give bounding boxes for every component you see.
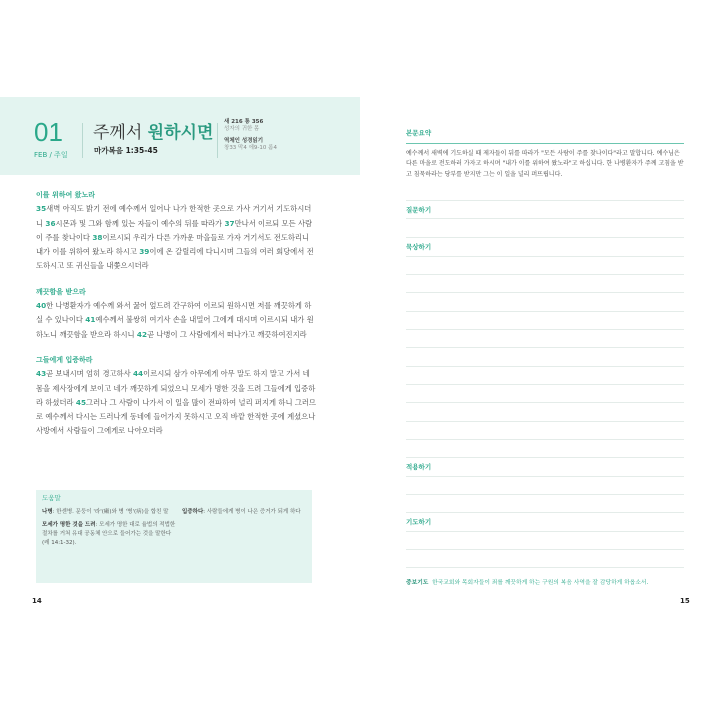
- verse-number: 36: [45, 218, 56, 228]
- page-number-left: 14: [32, 597, 42, 605]
- verse-text: 그러나 그 사람이 나가서 이 일을 많이 전파하여 널리 퍼지게 하니 그러므로 예수께서 다시는 드러나게 동네에 들어가지 못하시고 오직 바깥 한적한 곳에 계셨으나 사방에서 사람들이 그에게로 나아오더라: [36, 397, 316, 436]
- verse-paragraph: [36, 299, 318, 342]
- intercession: 중보기도 한국교회와 목회자들이 죄를 깨끗하게 하는 구원의 복음 사역을 잘 감당하게 하옵소서.: [406, 580, 649, 586]
- verse-number: 42: [136, 329, 148, 339]
- summary-label: 본문요약: [406, 129, 432, 137]
- verse-paragraph: [36, 202, 318, 273]
- date-label: FEB / 주일: [34, 151, 68, 159]
- verse-text: 이르시되 삼가 아무에게 아무 말도 하지 말고 가서 네 몸을 제사장에게 보이고 네가 깨끗하게 되었으니 모세가 명한 것을 드려 그들에게 입증하라 하셨더라: [36, 369, 316, 407]
- verse-number: 39: [139, 247, 150, 257]
- writing-line: [406, 329, 684, 330]
- meditation-label: 묵상하기: [406, 243, 432, 251]
- writing-line: [406, 531, 684, 532]
- reading-plan: 역체인 성경읽기 창33 막4 에9-10 롬4: [224, 138, 277, 151]
- writing-line: [406, 457, 684, 458]
- writing-line: [406, 200, 684, 201]
- writing-line: [406, 347, 684, 348]
- verse-text: 이에 온 갈릴리에 다니시며 그들의 여러 회당에서 전도하시고 또 귀신들을 내쫓으시더라: [36, 247, 314, 271]
- verse-text: 곧 보내시며 엄히 경고하사: [46, 369, 133, 379]
- divider: [217, 123, 218, 158]
- writing-line: [406, 494, 684, 495]
- application-label: 적용하기: [406, 463, 432, 471]
- hymn-info: 새 216 통 356 성자의 귀한 몸: [224, 119, 264, 132]
- verse-number: 43: [36, 369, 47, 379]
- help-box: [36, 490, 312, 583]
- verse-number: 38: [92, 232, 103, 242]
- section-heading: 깨끗함을 받으라: [36, 287, 86, 296]
- writing-line: [406, 512, 684, 513]
- writing-line: [406, 237, 684, 238]
- writing-line: [406, 476, 684, 477]
- writing-line: [406, 218, 684, 219]
- writing-line: [406, 549, 684, 550]
- verse-text: 시몬과 및 그와 함께 있는 자들이 예수의 뒤를 따라가: [55, 218, 225, 228]
- writing-line: [406, 311, 684, 312]
- day-number: 01: [34, 117, 63, 147]
- writing-line: [406, 567, 684, 568]
- verse-text: 곧 나병이 그 사람에게서 떠나가고 깨끗하여진지라: [147, 329, 307, 339]
- help-item: 입증하다: 사람들에게 병이 나은 증거가 되게 하다: [182, 509, 301, 515]
- verse-text: 한 나병환자가 예수께 와서 꿇어 엎드려 간구하여 이르되 원하시면 저를 깨끗하게 하실 수 있나이다: [36, 301, 312, 325]
- page-title: 주께서 원하시면: [93, 123, 214, 143]
- writing-line: [406, 439, 684, 440]
- writing-line: [406, 256, 684, 257]
- writing-line: [406, 384, 684, 385]
- verse-text: 이르시되 우리가 다른 가까운 마을들로 가자 거기서도 전도하리니 내가 이를 위하여 왔노라 하시고: [36, 232, 310, 257]
- divider: [82, 123, 83, 158]
- writing-line: [406, 402, 684, 403]
- divider: [406, 143, 684, 144]
- scripture-body: [36, 188, 318, 439]
- help-item: 나병: 한센병. 문둥이 '라'(癩)와 병 '병'(病)을 합친 말: [42, 509, 169, 515]
- verse-number: 35: [36, 204, 47, 214]
- scripture-reference: 마가복음 1:35-45: [94, 146, 158, 155]
- summary-text: 예수께서 새벽에 기도하실 때 제자들이 뒤를 따라가 "모든 사람이 주를 찾나이다"라고 말합니다. 예수님은 다른 마을로 전도하러 가자고 하시며 "내가 이를 위하여 왔노라"고 하십니다. 한 나병환자가 주께 고침을 받고 침묵하라는 당부를 받지만 그는 이 일을 널리 퍼뜨립니다.: [406, 150, 684, 178]
- writing-line: [406, 292, 684, 293]
- verse-text: 예수께서 불쌍히 여기사 손을 내밀어 그에게 대시며 이르시되 내가 원하노니 깨끗함을 받으라 하시니: [36, 315, 314, 339]
- page-number-right: 15: [680, 597, 690, 605]
- section-heading: 그들에게 입증하라: [36, 355, 93, 364]
- verse-text: 만나서 이르되 모든 사람이 주를 찾나이다: [36, 218, 313, 242]
- verse-number: 45: [75, 397, 87, 407]
- prayer-label: 기도하기: [406, 518, 432, 526]
- question-label: 질문하기: [406, 206, 432, 214]
- verse-number: 44: [132, 369, 144, 379]
- verse-number: 41: [85, 315, 96, 325]
- verse-number: 37: [224, 218, 235, 228]
- section-heading: 이를 위하여 왔노라: [36, 191, 95, 199]
- help-item: 모세가 명한 것을 드려: 모세가 명한 대로 율법의 적법한 절차를 거쳐 유대 공동체 안으로 들어가는 것을 말한다(레 14:1-32).: [42, 522, 176, 546]
- writing-line: [406, 421, 684, 422]
- writing-line: [406, 274, 684, 275]
- help-title: 도움말: [42, 494, 61, 502]
- verse-paragraph: [36, 367, 318, 438]
- verse-text: 새벽 아직도 밝기 전에 예수께서 일어나 나가 한적한 곳으로 가사 거기서 기도하시더니: [36, 204, 312, 228]
- writing-line: [406, 366, 684, 367]
- verse-number: 40: [36, 301, 47, 311]
